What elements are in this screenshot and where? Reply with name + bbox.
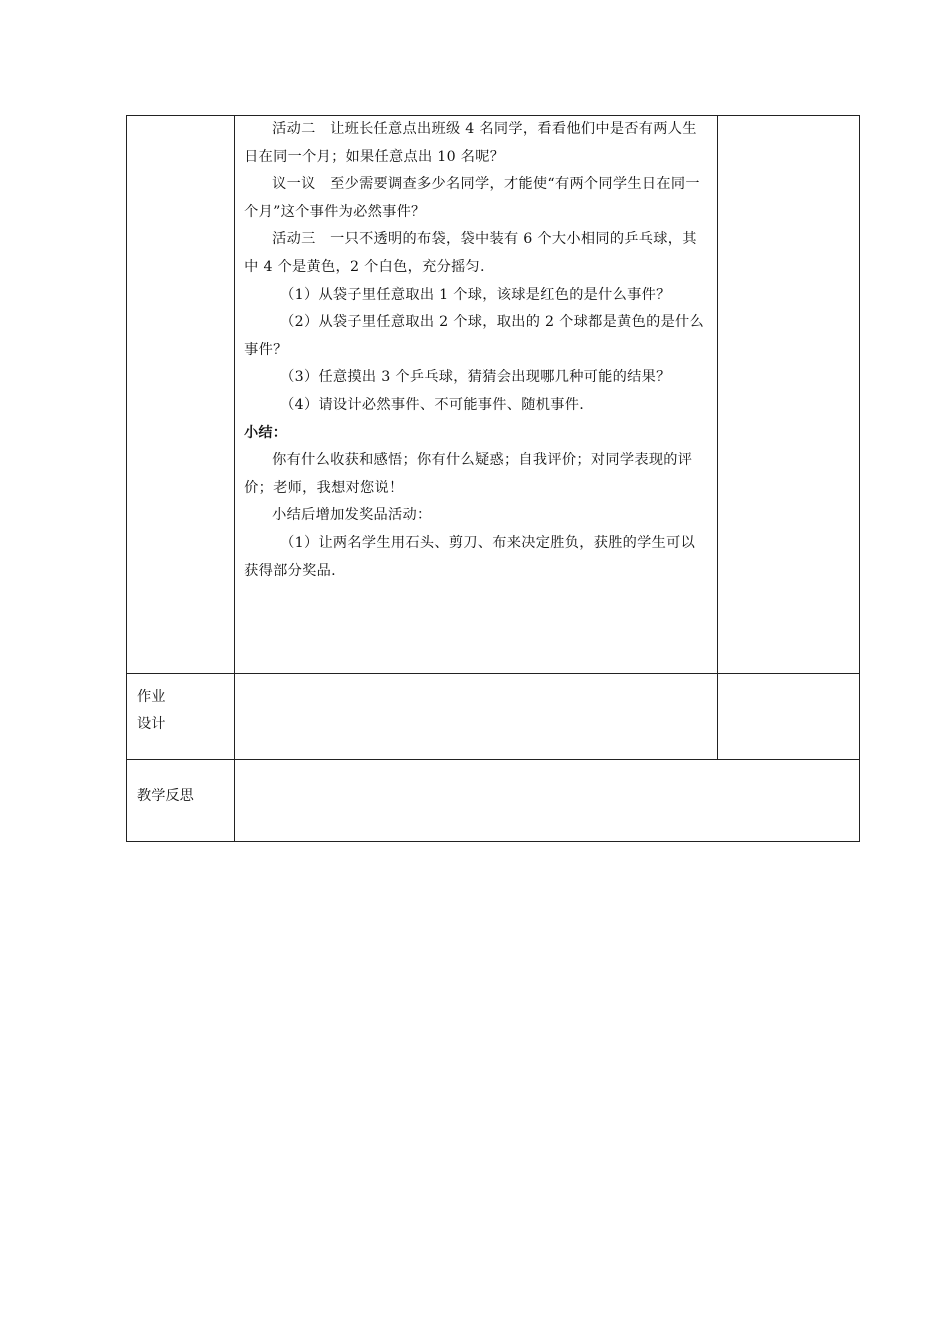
activities-notes-cell — [717, 116, 859, 674]
homework-label-line2: 设计 — [137, 716, 166, 732]
paragraph-summary: 你有什么收获和感悟；你有什么疑惑；自我评价；对同学表现的评价；老师，我想对您说！ — [244, 452, 693, 496]
paragraph-discussion: 议一议 至少需要调查多少名同学，才能使“有两个同学生日在同一个月”这个事件为必然事件？ — [244, 176, 700, 220]
paragraph-prize-rule: （1）让两名学生用石头、剪刀、布来决定胜负，获胜的学生可以获得部分奖品. — [244, 534, 696, 579]
homework-label-cell — [127, 674, 235, 760]
paragraph-question-3: （3）任意摸出 3 个乒乓球，猜猜会出现哪几种可能的结果？ — [280, 369, 671, 386]
paragraph-question-4: （4）请设计必然事件、不可能事件、随机事件. — [280, 396, 585, 413]
activities-content — [235, 116, 717, 585]
paragraph-activity-2: 活动二 让班长任意点出班级 4 名同学，看看他们中是否有两人生日在同一个月；如果任意点出 10 名呢？ — [244, 121, 697, 165]
activities-label-cell — [127, 116, 235, 674]
homework-row — [127, 674, 860, 760]
reflection-label: 教学反思 — [137, 788, 194, 804]
activities-content-cell — [235, 116, 718, 674]
paragraph-activity-3: 活动三 一只不透明的布袋，袋中装有 6 个大小相同的乒乓球，其中 4 个是黄色，2 个白色，充分摇匀. — [244, 231, 697, 275]
activities-row — [127, 116, 860, 674]
lesson-plan-table — [126, 115, 860, 842]
paragraph-question-2: （2）从袋子里任意取出 2 个球，取出的 2 个球都是黄色的是什么事件？ — [244, 314, 705, 358]
paragraph-prize-activity: 小结后增加发奖品活动： — [272, 507, 432, 524]
summary-heading: 小结： — [244, 424, 288, 441]
reflection-label-cell — [127, 760, 235, 842]
paragraph-question-1: （1）从袋子里任意取出 1 个球，该球是红色的是什么事件？ — [280, 286, 671, 303]
homework-content-cell — [235, 674, 718, 760]
homework-notes-cell — [717, 674, 859, 760]
homework-label-line1: 作业 — [137, 689, 166, 705]
reflection-row — [127, 760, 860, 842]
reflection-content-cell — [235, 760, 860, 842]
